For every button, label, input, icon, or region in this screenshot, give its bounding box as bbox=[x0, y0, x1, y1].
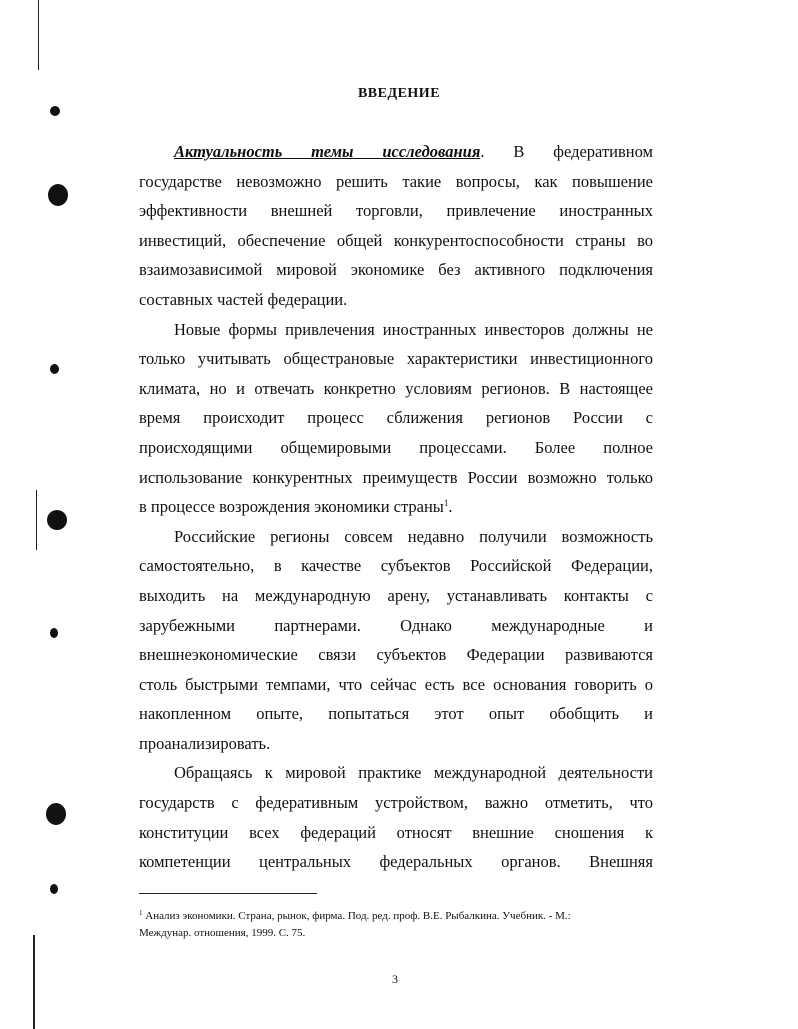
footnote-line: Междунар. отношения, 1999. С. 75. bbox=[139, 927, 306, 939]
paragraph-line: эффективности внешней торговли, привлечение иностранных bbox=[139, 201, 653, 221]
paragraph-line: внешнеэкономические связи субъектов Федерации развиваются bbox=[139, 645, 653, 665]
paragraph-text: в процессе возрождения экономики страны bbox=[139, 497, 444, 517]
footnote-ref[interactable]: 1 bbox=[443, 498, 449, 509]
paragraph-line: климата, но и отвечать конкретно условиям регионов. В настоящее bbox=[139, 378, 653, 398]
paragraph-line: компетенции центральных федеральных органов. Внешняя bbox=[139, 852, 653, 872]
paragraph-line: проанализировать. bbox=[139, 733, 271, 753]
paragraph-text: . bbox=[448, 497, 453, 517]
punch-hole-7 bbox=[50, 884, 58, 894]
paragraph-line: использование конкурентных преимуществ России возможно только bbox=[139, 467, 653, 487]
scan-edge-line-middle bbox=[36, 490, 37, 550]
paragraph-line: столь быстрыми темпами, что сейчас есть все основания говорить о bbox=[139, 674, 653, 694]
paragraph-line: накопленном опыте, попытаться этот опыт обобщить и bbox=[139, 704, 653, 724]
punch-hole-2 bbox=[48, 184, 68, 206]
paragraph-line: конституции всех федераций относят внешние сношения к bbox=[139, 822, 653, 842]
paragraph-line bbox=[139, 492, 653, 522]
paragraph-1-continuation bbox=[139, 167, 653, 315]
scan-edge-line-top bbox=[38, 0, 39, 70]
punch-hole-5 bbox=[50, 628, 58, 638]
paragraph-line: государств с федеративным устройством, важно отметить, что bbox=[139, 793, 653, 813]
paragraph-line: Обращаясь к мировой практике международной деятельности bbox=[174, 763, 653, 783]
paragraph-2 bbox=[139, 315, 653, 522]
paragraph-line: время происходит процесс сближения регионов России с bbox=[139, 408, 653, 428]
paragraph-line: составных частей федерации. bbox=[139, 289, 348, 309]
footnote-marker: 1 bbox=[139, 909, 143, 917]
punch-hole-3 bbox=[50, 364, 59, 374]
paragraph-1 bbox=[139, 137, 653, 167]
paragraph-line: взаимозависимой мировой экономике без активного подключения bbox=[139, 260, 653, 280]
footnote-text: Анализ экономики. Страна, рынок, фирма. Под. ред. проф. В.Е. Рыбалкина. Учебник. - М.: bbox=[145, 910, 571, 922]
paragraph-3 bbox=[139, 522, 653, 759]
paragraph-line: только учитывать общестрановые характеристики инвестиционного bbox=[139, 349, 653, 369]
footnote bbox=[139, 908, 659, 942]
punch-hole-6 bbox=[46, 803, 66, 825]
paragraph-line: самостоятельно, в качестве субъектов Российской Федерации, bbox=[139, 556, 653, 576]
paragraph-line: государстве невозможно решить такие вопросы, как повышение bbox=[139, 171, 653, 191]
paragraph-line bbox=[139, 137, 653, 167]
punch-hole-1 bbox=[50, 106, 60, 116]
paragraph-text: . В федеративном bbox=[480, 142, 653, 161]
paragraph-line: Новые формы привлечения иностранных инвесторов должны не bbox=[174, 319, 653, 339]
footnote-line bbox=[139, 908, 659, 925]
footnote-divider bbox=[139, 893, 317, 894]
document-body bbox=[139, 137, 653, 877]
paragraph-line: зарубежными партнерами. Однако международные и bbox=[139, 615, 653, 635]
topic-label: Актуальность темы исследования bbox=[174, 142, 481, 161]
paragraph-line: происходящими общемировыми процессами. Более полное bbox=[139, 437, 653, 457]
page-heading: ВВЕДЕНИЕ bbox=[357, 86, 441, 101]
paragraph-4 bbox=[139, 758, 653, 876]
paragraph-line: выходить на международную арену, устанавливать контакты с bbox=[139, 585, 653, 605]
paragraph-line: инвестиций, обеспечение общей конкурентоспособности страны во bbox=[139, 230, 653, 250]
page-number: 3 bbox=[392, 972, 398, 986]
punch-hole-4 bbox=[47, 510, 67, 530]
paragraph-line: Российские регионы совсем недавно получили возможность bbox=[174, 526, 653, 546]
